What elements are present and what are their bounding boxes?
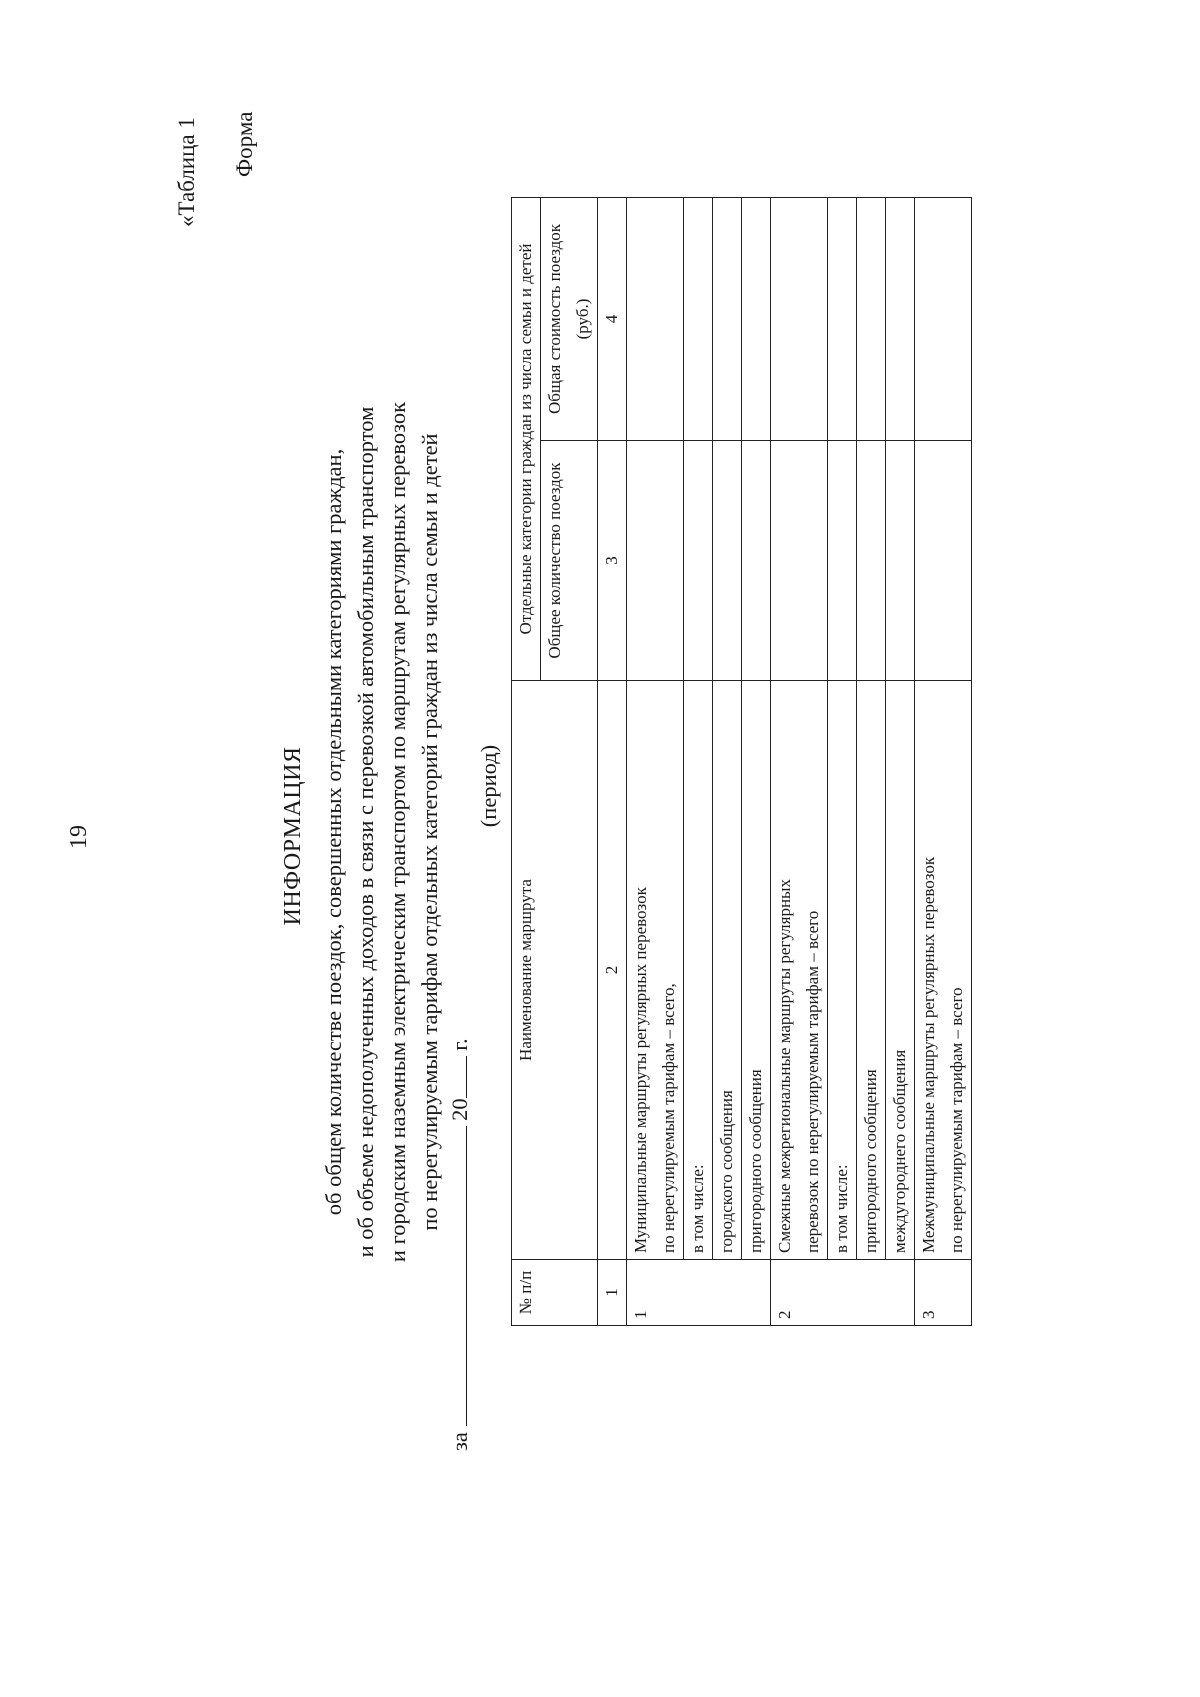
col-number: 1 — [598, 1260, 627, 1326]
col-number: 3 — [598, 441, 627, 681]
form-label: Форма — [232, 111, 257, 177]
table-row — [857, 197, 886, 1325]
table-label: «Таблица 1 — [174, 117, 199, 227]
cost-cell[interactable] — [713, 197, 742, 440]
row-title: Муниципальные маршруты регулярных перевозок по нерегулируемым тарифам – всего, — [627, 681, 684, 1260]
period-line — [444, 451, 473, 1451]
count-cell[interactable] — [915, 441, 972, 681]
count-cell[interactable] — [857, 441, 886, 681]
document-title: ИНФОРМАЦИЯ — [280, 746, 306, 926]
row-number: 3 — [915, 1260, 972, 1326]
row-title: междугороднего сообщения — [886, 681, 915, 1260]
period-suffix: г. — [447, 1038, 472, 1051]
period-label: (период) — [476, 744, 501, 828]
count-cell[interactable] — [742, 441, 771, 681]
cost-cell[interactable] — [742, 197, 771, 440]
row-number: 2 — [771, 1260, 915, 1326]
subtitle-line: по нерегулируемым тарифам отдельных категорий граждан из числа семьи и детей — [417, 433, 442, 1231]
table-row — [627, 197, 684, 1325]
row-title: городского сообщения — [713, 681, 742, 1260]
cost-cell[interactable] — [857, 197, 886, 440]
cost-cell[interactable] — [886, 197, 915, 440]
cost-cell[interactable] — [771, 197, 828, 440]
col-number: 4 — [598, 197, 627, 440]
header-name: Наименование маршрута — [512, 681, 598, 1260]
cost-cell[interactable] — [828, 197, 857, 440]
row-title: пригородного сообщения — [857, 681, 886, 1260]
header-cost: Общая стоимость поездок (руб.) — [541, 197, 598, 440]
col-number: 2 — [598, 681, 627, 1260]
table-row — [886, 197, 915, 1325]
period-blank — [444, 1127, 467, 1427]
header-count: Общее количество поездок — [541, 441, 598, 681]
count-cell[interactable] — [771, 441, 828, 681]
table-row — [828, 197, 857, 1325]
header-num: № п/п — [512, 1260, 598, 1326]
count-cell[interactable] — [713, 441, 742, 681]
header-group: Отдельные категории граждан из числа семьи и детей — [512, 197, 541, 680]
period-year-prefix: 20 — [447, 1098, 472, 1121]
row-number: 1 — [627, 1260, 771, 1326]
row-title: в том числе: — [684, 681, 713, 1260]
page-number: 19 — [66, 825, 92, 849]
count-cell[interactable] — [684, 441, 713, 681]
table-row — [915, 197, 972, 1325]
subtitle-line: и городским наземным электрическим транспортом по маршрутам регулярных перевозок — [385, 401, 410, 1263]
year-blank — [444, 1056, 467, 1098]
count-cell[interactable] — [627, 441, 684, 681]
count-cell[interactable] — [886, 441, 915, 681]
row-title: в том числе: — [828, 681, 857, 1260]
cost-cell[interactable] — [627, 197, 684, 440]
table-row — [684, 197, 713, 1325]
row-title: Смежные межрегиональные маршруты регулярных перевозок по нерегулируемым тарифам – всего — [771, 681, 828, 1260]
cost-cell[interactable] — [915, 197, 972, 440]
routes-table — [511, 197, 972, 1326]
table-row — [742, 197, 771, 1325]
document-subtitle — [318, 207, 446, 1457]
subtitle-line: об общем количестве поездок, совершенных отдельными категориями граждан, — [321, 448, 346, 1216]
count-cell[interactable] — [828, 441, 857, 681]
row-title: пригородного сообщения — [742, 681, 771, 1260]
cost-cell[interactable] — [684, 197, 713, 440]
table-row — [771, 197, 828, 1325]
subtitle-line: и об объеме недополученных доходов в связи с перевозкой автомобильным транспортом — [353, 406, 378, 1258]
row-title: Межмуниципальные маршруты регулярных перевозок по нерегулируемым тарифам – всего — [915, 681, 972, 1260]
table-row — [713, 197, 742, 1325]
period-prefix: за — [447, 1432, 472, 1451]
